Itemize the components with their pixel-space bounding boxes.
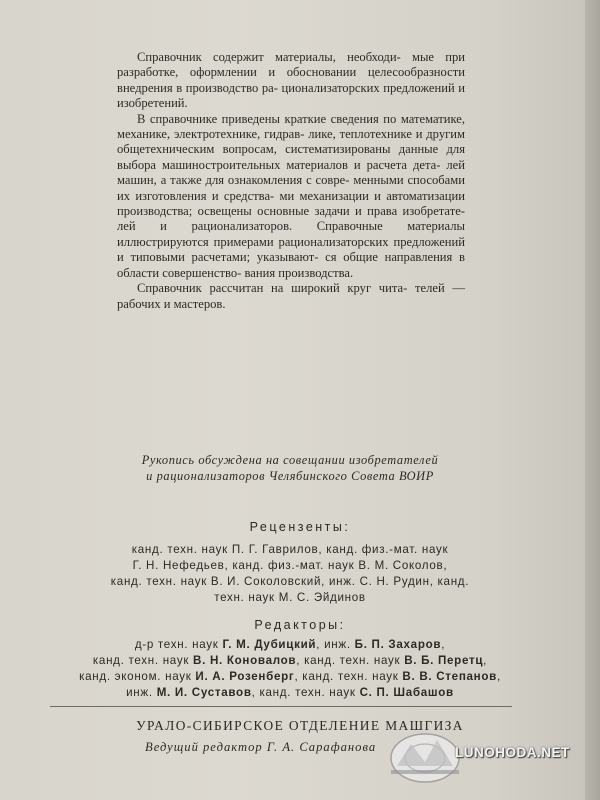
reviewers-line: техн. наук М. С. Эйдинов bbox=[214, 591, 366, 604]
manuscript-note-line-2: и рационализаторов Челябинского Совета ВОИР bbox=[146, 469, 434, 483]
page-edge bbox=[585, 0, 600, 800]
reviewers-line: канд. техн. наук П. Г. Гаврилов, канд. физ.-мат. наук bbox=[131, 543, 449, 556]
annotation-block bbox=[117, 50, 465, 312]
annotation-paragraph-2: В справочнике приведены краткие сведения по математике, механике, электротехнике, гидрав- лике, теплотехнике и другим общетехническим вопросам, систематизированы данные для выбора машиностроительных материалов и расчета дета- лей машин, а также для ознакомления с совре- менными способами их изготовления и средства- ми механизации и автоматизации производства; освещены основные задачи и права изобретате- лей и рационализаторов. Справочные материалы иллюстрируются примерами рационализаторских предложений и типовыми расчетами; указывают- ся общие направления в области совершенство- вания производства. bbox=[117, 111, 465, 280]
reviewers-line: Г. Н. Нефедьев, канд. физ.-мат. наук В. М. Соколов, bbox=[132, 559, 448, 572]
reviewers-list bbox=[50, 542, 530, 606]
publisher-name: УРАЛО-СИБИРСКОЕ ОТДЕЛЕНИЕ МАШГИЗА bbox=[136, 718, 464, 733]
reviewers-heading: Рецензенты: bbox=[249, 520, 351, 534]
editors-list bbox=[50, 637, 530, 701]
divider-rule bbox=[50, 706, 512, 707]
editors-heading: Редакторы: bbox=[254, 618, 346, 632]
editors-line: инж. М. И. Суставов, канд. техн. наук С. П. Шабашов bbox=[126, 686, 454, 699]
reviewers-line: канд. техн. наук В. И. Соколовский, инж. С. Н. Рудин, канд. bbox=[110, 575, 470, 588]
manuscript-note-line-1: Рукопись обсуждена на совещании изобретателей bbox=[141, 453, 439, 467]
annotation-paragraph-1: Справочник содержит материалы, необходи- мые при разработке, оформлении и обосновании целесообразности внедрения в производство ра- ционализаторских предложений и изобретений. bbox=[117, 50, 465, 111]
editors-line: канд. эконом. наук И. А. Розенберг, канд. техн. наук В. В. Степанов, bbox=[79, 670, 501, 683]
editors-line: канд. техн. наук В. Н. Коновалов, канд. техн. наук В. Б. Перетц, bbox=[92, 654, 488, 667]
annotation-paragraph-3: Справочник рассчитан на широкий круг чита- телей — рабочих и мастеров. bbox=[117, 281, 465, 311]
lead-editor: Ведущий редактор Г. А. Сарафанова bbox=[145, 740, 377, 754]
watermark-text: LUNOHODA.NET bbox=[455, 745, 570, 760]
manuscript-note bbox=[100, 452, 480, 484]
editors-line: д-р техн. наук Г. М. Дубицкий, инж. Б. П. Захаров, bbox=[134, 638, 446, 651]
